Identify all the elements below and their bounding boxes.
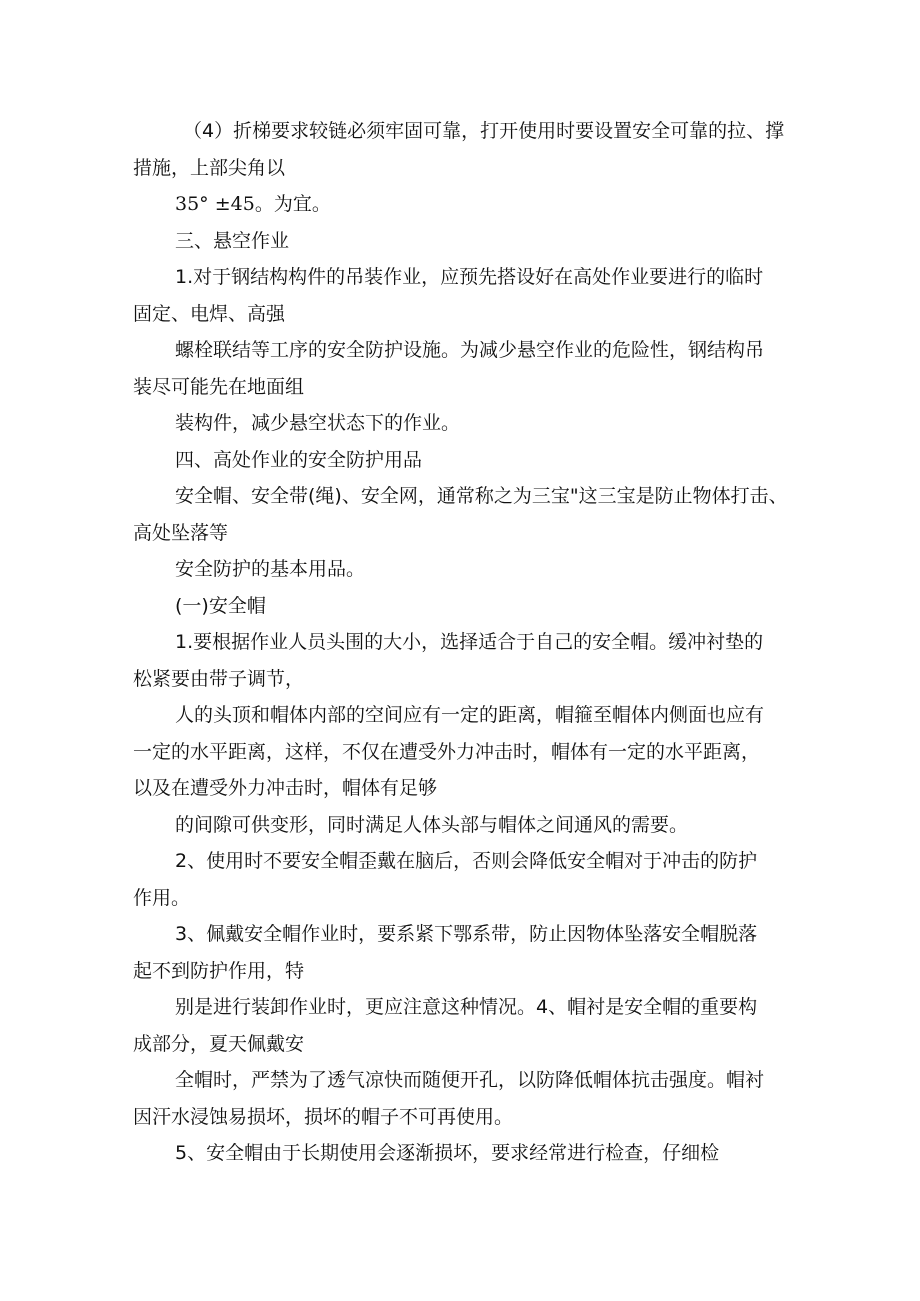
paragraph-line: 1.要根据作业人员头围的大小，选择适合于自己的安全帽。缓冲衬垫的	[175, 631, 764, 653]
paragraph-line: 的间隙可供变形，同时满足人体头部与帽体之间通风的需要。	[175, 813, 689, 836]
paragraph-line: （4）折梯要求较链必须牢固可靠，打开使用时要设置安全可靠的拉、撑	[183, 120, 785, 142]
paragraph-line: 装构件，减少悬空状态下的作业。	[175, 412, 461, 434]
paragraph-line: 松紧要由带子调节，	[133, 667, 305, 690]
paragraph-line: 一定的水平距离，这样，不仅在遭受外力冲击时，帽体有一定的水平距离，	[133, 740, 761, 763]
paragraph-line: 5、安全帽由于长期使用会逐渐损坏，要求经常进行检查，仔细检	[175, 1142, 720, 1164]
paragraph-line: 装尽可能先在地面组	[133, 375, 305, 398]
section-heading: 三、悬空作业	[175, 229, 290, 252]
paragraph-line: 因汗水浸蚀易损坏，损坏的帽子不可再使用。	[133, 1105, 514, 1128]
paragraph-line: 35° ±45。为宜。	[175, 193, 331, 215]
paragraph-line: 作用。	[133, 886, 191, 909]
paragraph-line: 成部分，夏天佩戴安	[133, 1032, 305, 1055]
paragraph-line: 安全帽、安全带(绳)、安全网，通常称之为三宝"这三宝是防止物体打击、	[175, 485, 788, 507]
paragraph-line: 以及在遭受外力冲击时，帽体有足够	[133, 777, 438, 799]
paragraph-line: 全帽时，严禁为了透气凉快而随便开孔，以防降低帽体抗击强度。帽衬	[175, 1069, 765, 1091]
paragraph-line: 高处坠落等	[133, 521, 229, 544]
paragraph-line: 2、使用时不要安全帽歪戴在脑后，否则会降低安全帽对于冲击的防护	[175, 850, 758, 872]
paragraph-line: 1.对于钢结构构件的吊装作业，应预先搭设好在高处作业要进行的临时	[175, 266, 764, 288]
paragraph-line: 别是进行装卸作业时，更应注意这种情况。4、帽衬是安全帽的重要构	[175, 996, 758, 1018]
section-heading: 四、高处作业的安全防护用品	[175, 448, 423, 471]
document-body	[133, 113, 801, 1172]
paragraph-line: 3、佩戴安全帽作业时，要系紧下鄂系带，防止因物体坠落安全帽脱落	[175, 923, 758, 945]
paragraph-line: 固定、电焊、高强	[133, 302, 286, 325]
paragraph-line: 措施，上部尖角以	[133, 156, 286, 179]
paragraph-line: 螺栓联结等工序的安全防护设施。为减少悬空作业的危险性，钢结构吊	[175, 339, 765, 361]
paragraph-line: 起不到防护作用，特	[133, 959, 305, 982]
subsection-heading: (一)安全帽	[175, 594, 266, 617]
paragraph-line: 安全防护的基本用品。	[175, 558, 366, 580]
paragraph-line: 人的头顶和帽体内部的空间应有一定的距离，帽箍至帽体内侧面也应有	[175, 704, 765, 726]
